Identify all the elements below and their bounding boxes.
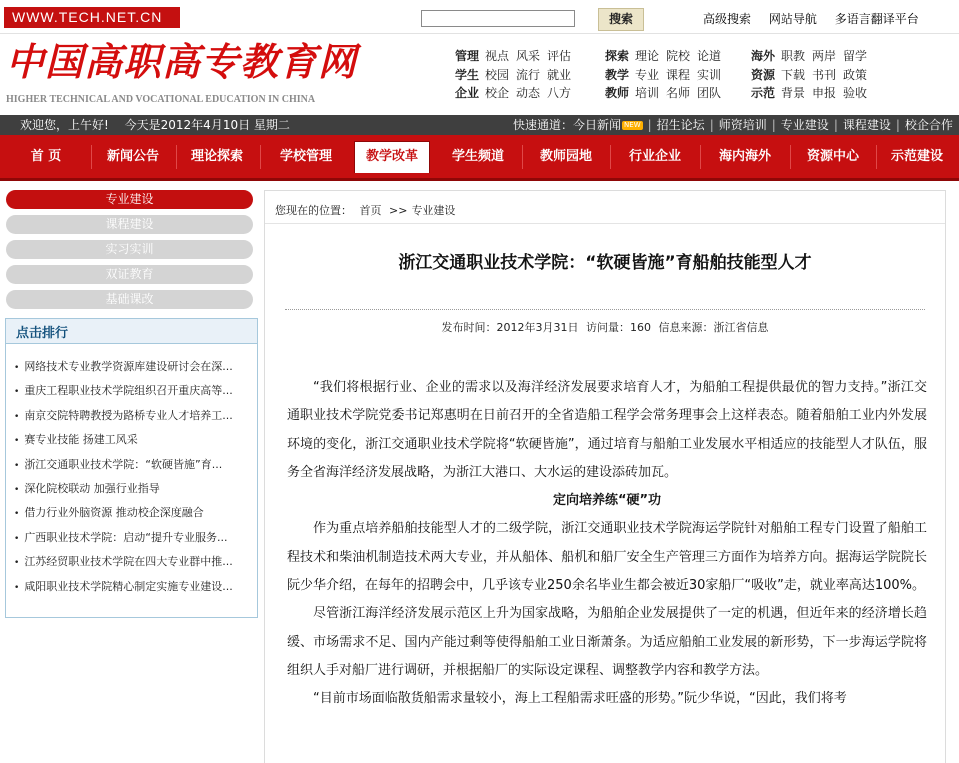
quick-link-course-construction[interactable]: 课程建设 (842, 118, 891, 132)
ranking-item[interactable]: • 浙江交通职业技术学院：“软硬皆施”育... (14, 453, 254, 477)
site-url-banner[interactable]: WWW.TECH.NET.CN (4, 7, 180, 28)
ranking-item[interactable]: • 咸阳职业技术学院精心制定实施专业建设... (14, 575, 254, 599)
header-link-group (455, 84, 578, 103)
header-link[interactable]: 申报 (812, 86, 837, 100)
header-group-title[interactable]: 探索 (605, 49, 630, 63)
header-link[interactable]: 团队 (697, 86, 722, 100)
top-links (703, 10, 933, 27)
header-link[interactable]: 校企 (485, 86, 510, 100)
header-link[interactable]: 政策 (843, 67, 868, 82)
ranking-item[interactable]: • 重庆工程职业技术学院组织召开重庆高等... (14, 379, 254, 403)
sidebar-tab-major-construction[interactable]: 专业建设 (6, 190, 253, 209)
nav-item-theory[interactable]: 理论探索 (190, 149, 243, 164)
article-paragraph: 作为重点培养船舶技能型人才的二级学院，浙江交通职业技术学院海运学院针对船舶工程专门设置了船舶工程技术和柴油机制造技术两大专业，并从船体、船机和船厂安全生产管理三方面作为培养方向。据海运学院院长阮少华介绍，在每年的招聘会中，几乎该专业250余名毕业生都会被近30家船厂“吸收”走，就业率高达100%。 (287, 521, 927, 594)
nav-separator (91, 145, 92, 169)
header-group-title[interactable]: 学生 (455, 67, 480, 82)
ranking-item[interactable]: • 南京交院特聘教授为路桥专业人才培养工... (14, 404, 254, 428)
quick-link-today-news[interactable]: 今日新闻 (573, 118, 622, 132)
nav-item-news[interactable]: 新闻公告 (106, 149, 159, 164)
header-group-title[interactable]: 资源 (751, 67, 776, 82)
header-link[interactable]: 风采 (516, 49, 541, 63)
header-group-title[interactable]: 教师 (605, 86, 630, 100)
breadcrumb-separator: >> (389, 204, 408, 217)
quick-link-admission-forum[interactable]: 招生论坛 (656, 118, 705, 132)
publish-time: 发布时间：2012年3月31日 (441, 321, 579, 334)
header-link[interactable]: 论道 (697, 49, 722, 63)
nav-item-teaching-reform[interactable]: 教学改革 (354, 141, 430, 173)
header-link[interactable]: 流行 (516, 67, 541, 82)
site-logo-english: HIGHER TECHNICAL AND VOCATIONAL EDUCATION IN CHINA (6, 94, 316, 105)
article-panel (264, 190, 946, 763)
breadcrumb-current[interactable]: 专业建设 (411, 204, 456, 217)
header-group-title[interactable]: 教学 (605, 67, 630, 82)
nav-item-industry[interactable]: 行业企业 (628, 149, 681, 164)
header-link-group (751, 66, 874, 85)
click-ranking-title: 点击排行 (16, 326, 69, 341)
header-group-title[interactable]: 企业 (455, 86, 480, 100)
quick-links (513, 115, 953, 135)
breadcrumb-divider (265, 223, 945, 224)
ranking-item[interactable]: • 深化院校联动 加强行业指导 (14, 477, 254, 501)
site-header (0, 34, 959, 114)
search-button[interactable]: 搜索 (598, 8, 644, 31)
click-ranking-panel (5, 318, 258, 618)
sidebar-tab-internship[interactable]: 实习实训 (6, 240, 253, 259)
ranking-item[interactable]: • 网络技术专业教学资源库建设研讨会在深... (14, 355, 254, 379)
header-link[interactable]: 验收 (843, 86, 868, 100)
nav-item-demonstration[interactable]: 示范建设 (890, 149, 943, 164)
header-link[interactable]: 理论 (635, 49, 660, 63)
article-paragraph: 尽管浙江海洋经济发展示范区上升为国家战略，为船舶企业发展提供了一定的机遇，但近年来的经济增长趋缓、市场需求不足、国内产能过剩等使得船舶工业日渐萧条。为适应船舶工业发展的新形势，下一步海运学院将组织人手对船厂进行调研，并根据船厂的实际设定课程、调整教学内容和教学方法。 (287, 606, 927, 678)
header-group-title[interactable]: 示范 (751, 86, 776, 100)
article-subheading: 定向培养练“硬”功 (552, 493, 662, 509)
header-link[interactable]: 院校 (666, 49, 691, 63)
header-link[interactable]: 课程 (666, 67, 691, 82)
nav-item-resources[interactable]: 资源中心 (806, 149, 859, 164)
date-text: 今天是2012年4月10日 星期二 (124, 118, 290, 132)
translation-platform-link[interactable]: 多语言翻译平台 (834, 12, 919, 26)
nav-separator (176, 145, 177, 169)
nav-separator (260, 145, 261, 169)
header-link[interactable]: 校园 (485, 67, 510, 82)
header-link-group (605, 84, 728, 103)
nav-item-students[interactable]: 学生频道 (451, 149, 504, 164)
nav-item-home[interactable]: 首 页 (30, 149, 62, 164)
sidebar-tab-dual-certificate[interactable]: 双证教育 (6, 265, 253, 284)
header-link[interactable]: 名师 (666, 86, 691, 100)
ranking-item[interactable]: • 赛专业技能 扬建工风采 (14, 428, 254, 452)
header-link[interactable]: 专业 (635, 67, 660, 82)
welcome-bar (0, 115, 959, 135)
ranking-item[interactable]: • 江苏经贸职业技术学院在四大专业群中推... (14, 550, 254, 574)
quick-link-major-construction[interactable]: 专业建设 (780, 118, 829, 132)
header-link[interactable]: 评估 (547, 49, 572, 63)
article-paragraph: “目前市场面临散货船需求量较小，海上工程船需求旺盛的形势。”阮少华说，“因此，我们将考 (313, 691, 847, 707)
header-links-column-3 (751, 47, 874, 103)
main-nav (0, 135, 959, 181)
header-link[interactable]: 两岸 (812, 49, 837, 63)
nav-separator (790, 145, 791, 169)
nav-separator (700, 145, 701, 169)
header-link-group (455, 47, 578, 66)
site-navigation-link[interactable]: 网站导航 (768, 12, 817, 26)
header-link[interactable]: 视点 (485, 49, 510, 63)
header-link[interactable]: 职教 (781, 49, 806, 63)
header-link[interactable]: 培训 (635, 86, 660, 100)
sidebar-tab-course-construction[interactable]: 课程建设 (6, 215, 253, 234)
article-title: 浙江交通职业技术学院：“软硬皆施”育船舶技能型人才 (398, 253, 812, 273)
nav-separator (610, 145, 611, 169)
new-badge: NEW (624, 121, 641, 129)
ranking-item[interactable]: • 借力行业外脑资源 推动校企深度融合 (14, 501, 254, 525)
header-link[interactable]: 就业 (547, 67, 572, 82)
header-link[interactable]: 实训 (697, 67, 722, 82)
header-link-group (605, 47, 728, 66)
click-ranking-list (14, 355, 254, 599)
separator: | (647, 118, 652, 132)
header-link[interactable]: 书刊 (812, 67, 837, 82)
header-links-column-1 (455, 47, 578, 103)
quick-link-school-enterprise[interactable]: 校企合作 (904, 118, 953, 132)
site-logo[interactable]: 中国高职高专教育网 (6, 39, 358, 84)
article-meta (265, 319, 945, 335)
nav-item-overseas[interactable]: 海内海外 (718, 149, 771, 164)
advanced-search-link[interactable]: 高级搜索 (703, 12, 752, 26)
separator: | (833, 118, 838, 132)
title-divider (285, 309, 925, 310)
breadcrumb-home-link[interactable]: 首页 (359, 204, 382, 217)
header-link[interactable]: 八方 (547, 86, 572, 100)
header-link[interactable]: 背景 (781, 86, 806, 100)
nav-separator (522, 145, 523, 169)
breadcrumb (275, 202, 459, 218)
click-ranking-header (6, 319, 257, 344)
article-body (287, 374, 927, 714)
header-link[interactable]: 下载 (781, 67, 806, 82)
header-link-group (751, 47, 874, 66)
breadcrumb-label: 您现在的位置： (275, 204, 352, 217)
ranking-item[interactable]: • 广西职业技术学院：启动“提升专业服务... (14, 526, 254, 550)
welcome-left (20, 115, 302, 135)
greeting-text: 欢迎您，上午好! (20, 118, 109, 132)
search-input[interactable] (421, 10, 575, 27)
separator: | (709, 118, 714, 132)
quick-link-teacher-training[interactable]: 师资培训 (718, 118, 767, 132)
article-paragraph: “我们将根据行业、企业的需求以及海洋经济发展要求培育人才，为船舶工程提供最优的智力支持。”浙江交通职业技术学院党委书记郑惠明在日前召开的全省造船工程学会常务理事会上这样表态。随着船舶工业内外发展环境的变化，浙江交通职业技术学院将“软硬皆施”，通过培育与船舶工业发展水平相适应的技能型人才队伍，服务全省海洋经济发展战略，为浙江大港口、大水运的建设添砖加瓦。 (287, 380, 927, 480)
separator: | (771, 118, 776, 132)
top-search-bar (0, 0, 959, 34)
header-link-group (605, 66, 728, 85)
header-link-group (751, 84, 874, 103)
sidebar-tab-basic-course-reform[interactable]: 基础课改 (6, 290, 253, 309)
nav-separator (876, 145, 877, 169)
nav-item-teachers[interactable]: 教师园地 (539, 149, 592, 164)
header-links-column-2 (605, 47, 728, 103)
header-group-title[interactable]: 管理 (455, 49, 480, 63)
separator: | (895, 118, 900, 132)
quick-links-label: 快速通道： (513, 118, 574, 132)
info-source: 信息来源：浙江省信息 (658, 321, 769, 334)
header-link[interactable]: 留学 (843, 49, 868, 63)
nav-item-school-management[interactable]: 学校管理 (279, 149, 332, 164)
view-count: 访问量：160 (586, 321, 651, 334)
header-link[interactable]: 动态 (516, 86, 541, 100)
header-link-group (455, 66, 578, 85)
header-group-title[interactable]: 海外 (751, 49, 776, 63)
